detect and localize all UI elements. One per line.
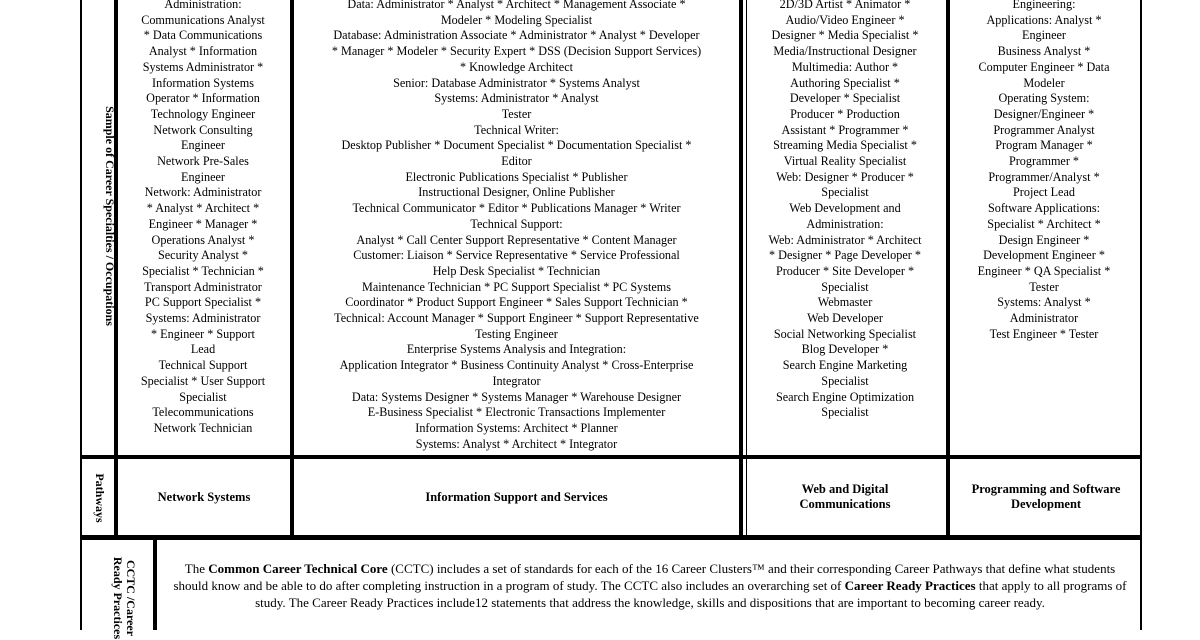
row-divider <box>80 535 1142 540</box>
career-line: * Engineer * Support <box>151 326 255 341</box>
career-line: Maintenance Technician * PC Support Specialist * PC Systems <box>362 279 671 294</box>
career-line: Computer Engineer * Data <box>978 59 1110 74</box>
career-line: Applications: Analyst * <box>986 12 1102 27</box>
career-line: Programmer Analyst <box>993 122 1095 137</box>
pathway-network-systems: Network Systems <box>157 489 251 504</box>
career-line: Web Development and <box>789 201 901 216</box>
pathway-programming: Programming and Software Development <box>971 482 1121 511</box>
career-line: Assistant * Programmer * <box>781 122 909 137</box>
career-line: Test Engineer * Tester <box>989 326 1099 341</box>
career-line: * Data Communications <box>143 28 263 43</box>
career-line: Operator * Information <box>146 91 260 106</box>
career-line: Data: Systems Designer * Systems Manager * Warehouse Designer <box>351 389 682 404</box>
career-line: * Knowledge Architect <box>459 59 574 74</box>
career-line: Audio/Video Engineer * <box>785 12 905 27</box>
network-systems-careers <box>118 0 288 437</box>
career-line: Data: Administrator * Analyst * Architect * Management Associate * <box>347 0 686 11</box>
career-line: Social Networking Specialist <box>773 326 917 341</box>
career-line: Network Pre-Sales <box>157 154 249 169</box>
career-line: Engineering: <box>1012 0 1076 11</box>
career-line: Engineer <box>181 138 225 153</box>
career-line: Technical Support: <box>470 216 563 231</box>
career-line: Specialist * User Support <box>140 373 266 388</box>
career-line: Analyst * Call Center Support Representative * Content Manager <box>356 232 677 247</box>
career-line: Programmer/Analyst * <box>988 169 1100 184</box>
career-line: Web: Administrator * Architect <box>768 232 922 247</box>
career-line: Technical Communicator * Editor * Publications Manager * Writer <box>352 201 681 216</box>
career-line: Telecommunications <box>152 405 254 420</box>
career-line: Information Systems: Architect * Planner <box>415 420 618 435</box>
pathway-web-digital: Web and Digital Communications <box>799 482 891 511</box>
career-line: Operating System: <box>998 91 1090 106</box>
career-line: Specialist <box>821 279 869 294</box>
practices-side-label: CCTC /Career Ready Practices <box>111 556 138 640</box>
career-line: Tester <box>1029 279 1059 294</box>
career-line: Application Integrator * Business Continuity Analyst * Cross-Enterprise <box>339 358 694 373</box>
programming-careers <box>950 0 1138 342</box>
career-line: Engineer * Manager * <box>148 216 258 231</box>
career-line: Analyst * Information <box>148 44 258 59</box>
career-line: Communications Analyst <box>141 12 265 27</box>
career-line: Technical Writer: <box>474 122 559 137</box>
career-line: Systems Administrator * <box>142 59 264 74</box>
career-line: Designer/Engineer * <box>993 106 1095 121</box>
career-line: Security Analyst * <box>157 248 249 263</box>
career-line: Network Consulting <box>153 122 253 137</box>
career-line: Technology Engineer <box>150 106 256 121</box>
career-line: Systems: Analyst * Architect * Integrator <box>415 436 618 451</box>
career-line: Authoring Specialist * <box>790 75 900 90</box>
column-divider <box>739 0 743 540</box>
career-line: Web Developer <box>807 311 883 326</box>
career-line: Operations Analyst * <box>151 232 255 247</box>
career-line: Technical: Account Manager * Support Engineer * Support Representative <box>334 311 699 326</box>
career-line: Multimedia: Author * <box>791 59 899 74</box>
career-line: Desktop Publisher * Document Specialist * Documentation Specialist * <box>341 138 692 153</box>
pathway-info-support: Information Support and Services <box>425 489 608 504</box>
career-line: Engineer <box>1022 28 1066 43</box>
career-line: Programmer * <box>1008 154 1080 169</box>
column-divider <box>153 540 157 630</box>
career-line: Integrator <box>492 373 541 388</box>
career-line: 2D/3D Artist * Animator * <box>779 0 911 11</box>
career-line: Producer * Site Developer * <box>775 263 915 278</box>
career-line: Business Analyst * <box>997 44 1091 59</box>
career-line: Administrator <box>1009 311 1079 326</box>
career-line: Help Desk Specialist * Technician <box>432 263 601 278</box>
career-line: Specialist <box>821 185 869 200</box>
career-line: Specialist * Architect * <box>987 216 1101 231</box>
career-line: Search Engine Optimization <box>775 389 915 404</box>
career-line: Instructional Designer, Online Publisher <box>418 185 615 200</box>
pathways-side-label: Pathways <box>93 473 107 523</box>
career-line: Administration: <box>164 0 242 11</box>
career-line: Transport Administrator <box>144 279 262 294</box>
cctc-description: The Common Career Technical Core (CCTC) includes a set of standards for each of the 16 Career Clusters™ and their corresponding Career Pathways that define what students should know and be able to do after completing instruction in a program of study. The CCTC also includes an overarching set of Career Ready Practices that apply to all programs of study. The Career Ready Practices include12 statements that address the knowledge, skills and dispositions that are important to becoming career ready. <box>173 561 1127 610</box>
career-line: Customer: Liaison * Service Representative * Service Professional <box>353 248 680 263</box>
web-digital-careers <box>747 0 943 421</box>
career-line: Blog Developer * <box>801 342 889 357</box>
career-line: Producer * Production <box>790 106 900 121</box>
career-line: Modeler * Modeling Specialist <box>440 12 593 27</box>
career-line: Systems: Analyst * <box>997 295 1091 310</box>
career-line: Engineer <box>181 169 225 184</box>
career-line: Database: Administration Associate * Administrator * Analyst * Developer <box>333 28 700 43</box>
career-line: Specialist * Technician * <box>142 263 264 278</box>
career-line: Network: Administrator <box>144 185 262 200</box>
career-line: Media/Instructional Designer <box>773 44 917 59</box>
career-line: Virtual Reality Specialist <box>783 154 907 169</box>
career-line: Designer * Media Specialist * <box>771 28 919 43</box>
career-line: * Manager * Modeler * Security Expert * DSS (Decision Support Services) <box>331 44 702 59</box>
cctc-term: Common Career Technical Core <box>208 561 388 576</box>
career-line: Tester <box>501 106 532 121</box>
career-line: Electronic Publications Specialist * Publisher <box>405 169 628 184</box>
career-line: Systems: Administrator * Analyst <box>434 91 599 106</box>
career-line: Information Systems <box>152 75 254 90</box>
career-line: Software Applications: <box>987 201 1101 216</box>
career-line: Systems: Administrator <box>145 311 261 326</box>
career-line: Testing Engineer <box>475 326 558 341</box>
career-line: Modeler <box>1023 75 1065 90</box>
career-line: Senior: Database Administrator * Systems Analyst <box>393 75 640 90</box>
career-line: Administration: <box>806 216 884 231</box>
career-line: Program Manager * <box>995 138 1093 153</box>
career-ready-practices-term: Career Ready Practices <box>844 578 976 593</box>
career-line: Technical Support <box>158 358 248 373</box>
career-line: Coordinator * Product Support Engineer * Sales Support Technician * <box>345 295 688 310</box>
career-line: PC Support Specialist * <box>144 295 262 310</box>
career-line: Developer * Specialist <box>789 91 901 106</box>
career-line: Specialist <box>179 389 227 404</box>
career-line: Web: Designer * Producer * <box>776 169 914 184</box>
career-line: Development Engineer * <box>983 248 1105 263</box>
career-line: Project Lead <box>1013 185 1075 200</box>
career-line: Engineer * QA Specialist * <box>977 263 1111 278</box>
career-line: Editor <box>501 154 532 169</box>
career-line: * Designer * Page Developer * <box>769 248 921 263</box>
career-line: Specialist <box>821 373 869 388</box>
career-line: Streaming Media Specialist * <box>773 138 917 153</box>
info-support-careers <box>294 0 739 452</box>
career-line: Search Engine Marketing <box>782 358 908 373</box>
career-line: Network Technician <box>153 420 253 435</box>
careers-side-label: Sample of Career Specialties / Occupations <box>103 106 117 326</box>
career-line: * Analyst * Architect * <box>146 201 260 216</box>
career-line: E-Business Specialist * Electronic Transactions Implementer <box>367 405 666 420</box>
career-line: Specialist <box>821 405 869 420</box>
career-line: Enterprise Systems Analysis and Integration: <box>406 342 627 357</box>
career-line: Webmaster <box>817 295 873 310</box>
career-line: Design Engineer * <box>998 232 1090 247</box>
career-line: Lead <box>190 342 216 357</box>
